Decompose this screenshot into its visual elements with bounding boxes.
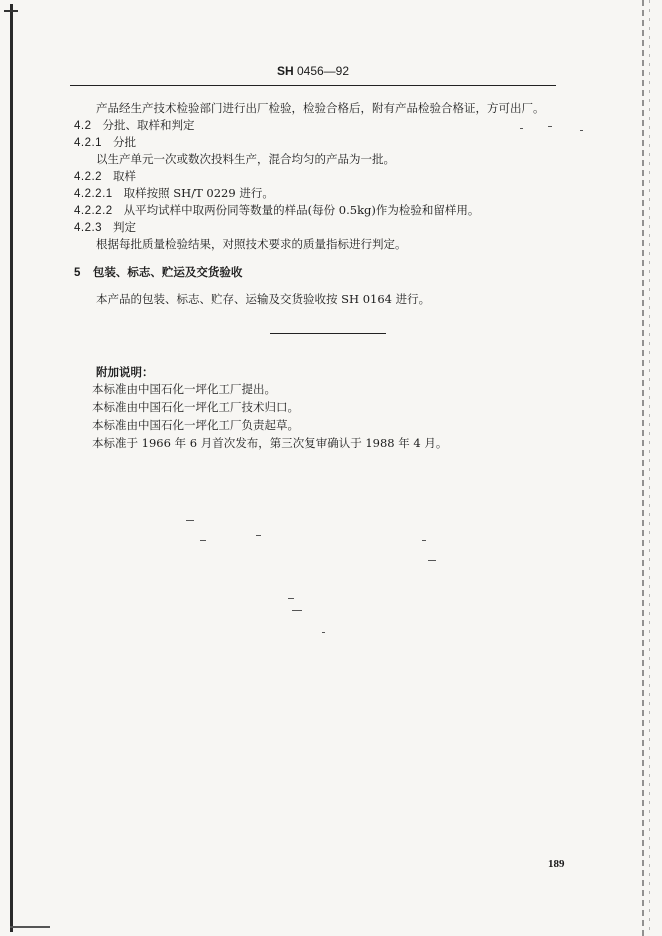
section-text: 取样按照 SH/T 0229 进行。 (123, 186, 274, 200)
notes-line: 本标准于 1966 年 6 月首次发布，第三次复审确认于 1988 年 4 月。 (92, 436, 448, 450)
page-header (70, 64, 556, 78)
section-number: 4.2.2.1 (74, 188, 113, 200)
scan-edge-left (10, 4, 13, 932)
section-text: 从平均试样中取两份同等数量的样品(每份 0.5kg)作为检验和留样用。 (123, 203, 480, 217)
scan-speck (580, 130, 583, 131)
section-4-2-3-heading (74, 219, 136, 236)
scan-speck (256, 535, 261, 536)
end-of-text-rule (270, 333, 386, 334)
section-title: 判定 (113, 220, 137, 234)
scan-speck (186, 520, 194, 521)
notes-line: 本标准由中国石化一坪化工厂技术归口。 (92, 400, 299, 414)
page-number: 189 (548, 858, 565, 870)
paragraph-intro: 产品经生产技术检验部门进行出厂检验，检验合格后，附有产品检验合格证，方可出厂。 (96, 101, 545, 115)
section-title: 取样 (113, 169, 137, 183)
section-number: 4.2.3 (74, 222, 103, 234)
section-title: 包装、标志、贮运及交货验收 (92, 265, 243, 279)
notes-line: 本标准由中国石化一坪化工厂提出。 (92, 382, 276, 396)
section-title: 分批、取样和判定 (102, 118, 195, 132)
notes-line: 本标准由中国石化一坪化工厂负责起草。 (92, 418, 299, 432)
section-5-text: 本产品的包装、标志、贮存、运输及交货验收按 SH 0164 进行。 (96, 292, 431, 306)
section-4-2-heading (74, 117, 194, 134)
section-4-2-3-text: 根据每批质量检验结果，对照技术要求的质量指标进行判定。 (96, 237, 407, 251)
scan-speck (288, 598, 294, 599)
section-number: 4.2.2.2 (74, 205, 113, 217)
header-rule (70, 85, 556, 86)
standard-code-prefix: SH (276, 64, 294, 78)
scan-edge-foot (10, 926, 50, 928)
section-number: 4.2.1 (74, 137, 103, 149)
scan-speck (520, 128, 523, 129)
scan-speck (428, 560, 436, 561)
section-title: 分批 (113, 135, 137, 149)
section-4-2-2-1 (74, 185, 274, 202)
standard-code-number: 0456—92 (296, 64, 350, 78)
scan-edge-tick (4, 10, 18, 12)
section-4-2-1-heading (74, 134, 136, 151)
scan-speck (200, 540, 206, 541)
section-4-2-2-heading (74, 168, 136, 185)
notes-title: 附加说明： (96, 365, 154, 379)
section-number: 5 (74, 267, 81, 279)
scan-speck (322, 632, 325, 633)
section-number: 4.2 (74, 120, 92, 132)
scan-speck (422, 540, 426, 541)
scan-edge-right-inner (649, 0, 650, 936)
scan-speck (548, 126, 552, 127)
scan-edge-right (642, 0, 644, 936)
section-4-2-1-text: 以生产单元一次或数次投料生产，混合均匀的产品为一批。 (96, 152, 395, 166)
section-number: 4.2.2 (74, 171, 103, 183)
section-4-2-2-2 (74, 202, 479, 219)
section-5-heading (74, 264, 242, 281)
scan-speck (292, 610, 302, 611)
